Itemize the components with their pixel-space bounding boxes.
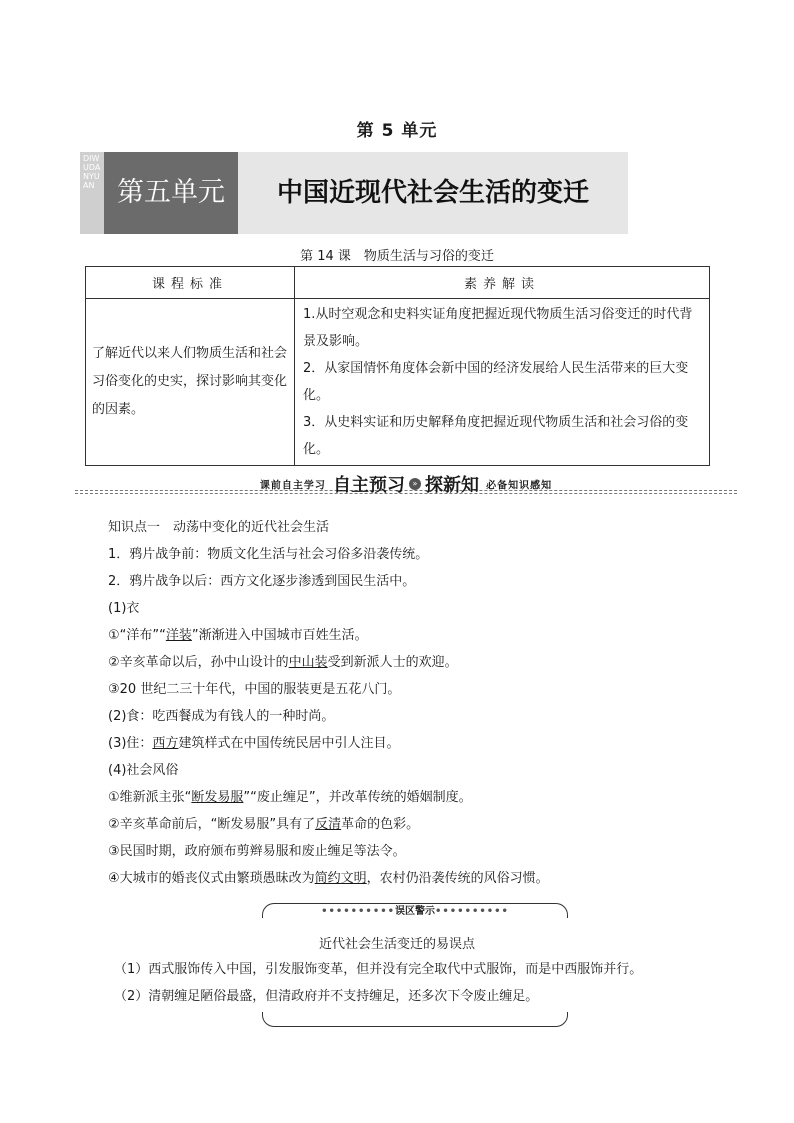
- content-line: 1．鸦片战争前：物质文化生活与社会习俗多沿袭传统。: [108, 547, 429, 562]
- divider-title-2: 探新知: [425, 475, 479, 496]
- lesson-title: 第 14 课 物质生活与习俗的变迁: [300, 249, 494, 264]
- literacy-item: 3．从史料实证和历史解释角度把握近现代物质生活和社会习俗的变化。: [303, 415, 689, 457]
- banner-title: 中国近现代社会生活的变迁: [276, 178, 589, 208]
- content-line: (2)食：吃西餐成为有钱人的一种时尚。: [108, 709, 335, 724]
- caution-box-bottom: [262, 1012, 568, 1027]
- fill-in-answer: 洋装: [165, 628, 192, 643]
- banner-side-strip: [80, 152, 104, 234]
- banner-pinyin: DIWUDANYUAN: [83, 154, 101, 190]
- caution-item: （1）西式服饰传入中国，引发服饰变革，但并没有完全取代中式服饰，而是中西服饰并行。: [114, 962, 643, 977]
- table-row: [86, 299, 710, 466]
- divider-right-caption: 必备知识感知: [486, 480, 553, 492]
- caution-item: （2）清朝缠足陋俗最盛，但清政府并不支持缠足，还多次下令废止缠足。: [114, 989, 539, 1004]
- fill-in-answer: 西方: [152, 736, 179, 751]
- divider-title-1: 自主预习: [333, 475, 405, 496]
- header-literacy-interpretation: 素养解读: [295, 267, 710, 299]
- section-divider: [75, 471, 737, 497]
- content-line: ②辛亥革命以后，孙中山设计的中山装受到新派人士的欢迎。: [108, 655, 458, 670]
- content-line: (3)住：西方建筑样式在中国传统民居中引人注目。: [108, 736, 400, 751]
- table-header-row: [86, 267, 710, 299]
- fill-in-answer: 反清: [315, 817, 342, 832]
- divider-left-caption: 课前自主学习: [259, 480, 326, 492]
- fill-in-answer: 简约文明: [314, 871, 367, 886]
- literacy-cell: [295, 299, 710, 466]
- content-line: ①“洋布”“洋装”渐渐进入中国城市百姓生活。: [108, 628, 368, 643]
- content-line: ③20 世纪二三十年代，中国的服装更是五花八门。: [108, 682, 401, 697]
- content-line: ②辛亥革命前后，“断发易服”具有了反清革命的色彩。: [108, 817, 420, 832]
- divider-banner: [75, 471, 737, 497]
- banner-unit-label: 第五单元: [104, 152, 238, 234]
- content-line: (4)社会风俗: [108, 763, 179, 778]
- content-line: ①维新派主张“断发易服”“废止缠足”，并改革传统的婚姻制度。: [108, 790, 472, 805]
- content-line: ③民国时期，政府颁布剪辫易服和废止缠足等法令。: [108, 844, 406, 859]
- content-line: 2．鸦片战争以后：西方文化逐步渗透到国民生活中。: [108, 574, 416, 589]
- unit-heading: 第 5 单元: [356, 121, 438, 141]
- content-line: (1)衣: [108, 601, 140, 616]
- caution-title: 近代社会生活变迁的易误点: [318, 937, 475, 952]
- curriculum-standard-cell: 了解近代以来人们物质生活和社会习俗变化的史实，探讨影响其变化的因素。: [86, 299, 295, 466]
- standards-table: [85, 266, 710, 466]
- literacy-item: 2．从家国情怀角度体会新中国的经济发展给人民生活带来的巨大变化。: [303, 361, 689, 403]
- header-curriculum-standard: 课程标准: [86, 267, 295, 299]
- content-line: ④大城市的婚丧仪式由繁琐愚昧改为简约文明，农村仍沿袭传统的风俗习惯。: [108, 871, 549, 886]
- literacy-item: 1.从时空观念和史料实证角度把握近现代物质生活习俗变迁的时代背景及影响。: [303, 307, 693, 349]
- caution-label: ••••••••••误区警示••••••••••: [321, 906, 509, 917]
- knowledge-point-title: 知识点一 动荡中变化的近代社会生活: [108, 520, 330, 535]
- double-arrow-icon: »: [409, 478, 421, 490]
- fill-in-answer: 断发易服: [191, 790, 244, 805]
- fill-in-answer: 中山装: [288, 655, 328, 670]
